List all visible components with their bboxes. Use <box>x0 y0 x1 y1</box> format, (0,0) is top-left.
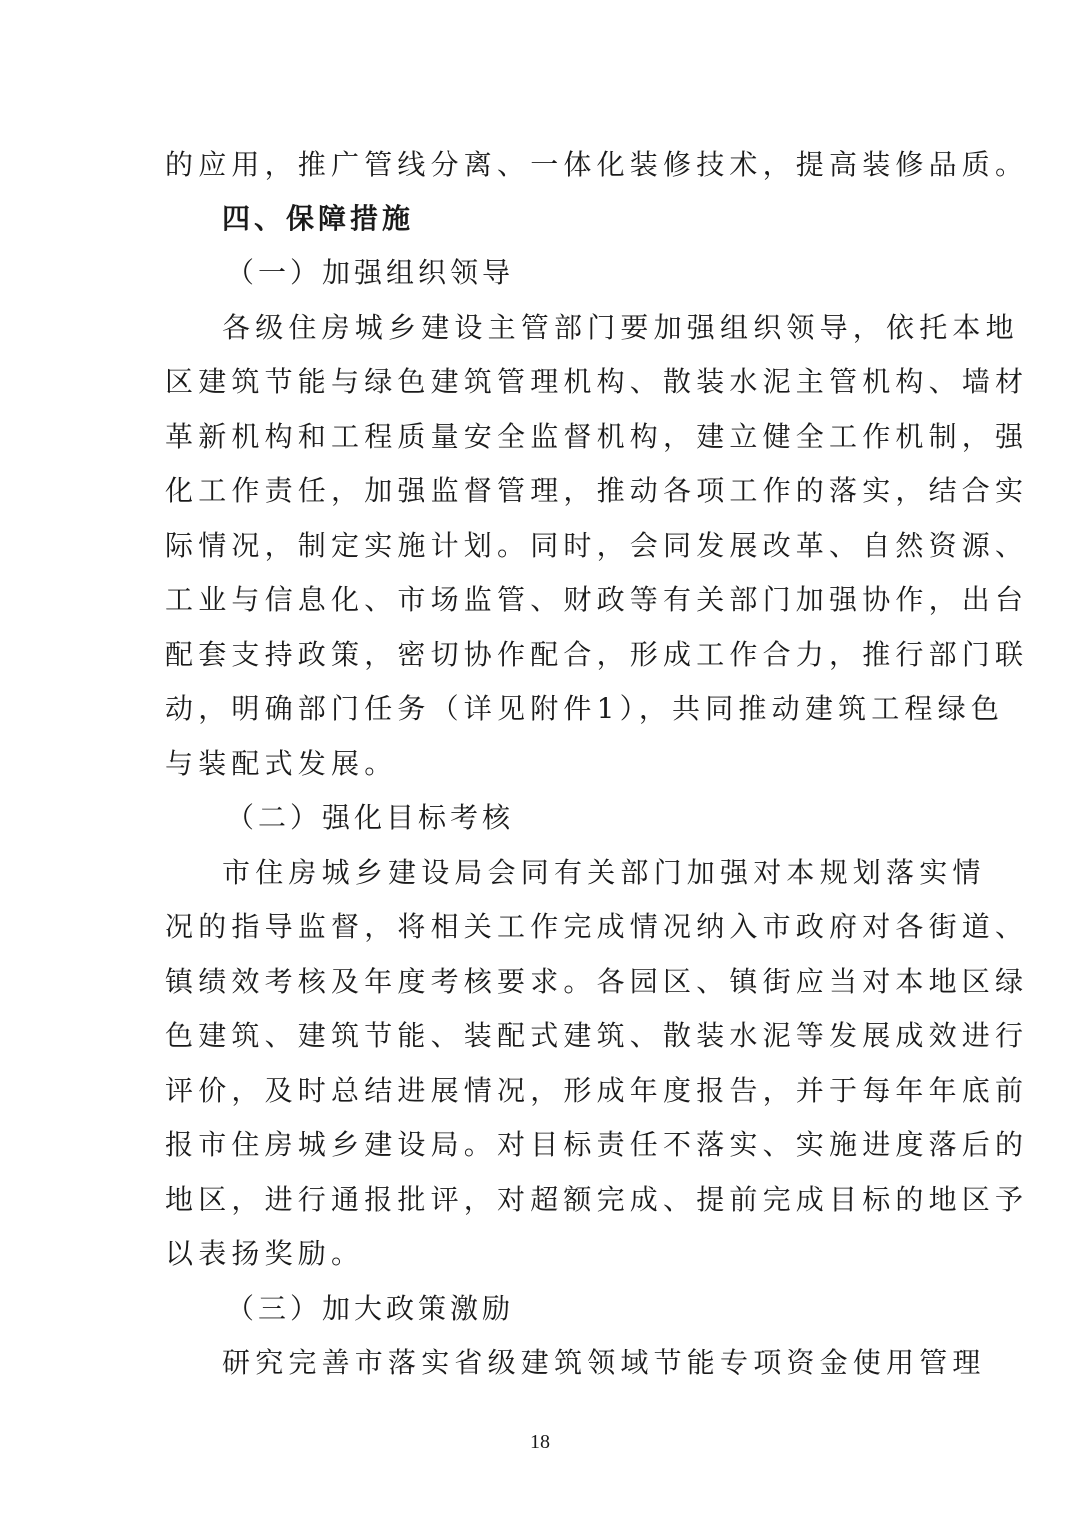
paragraph-2-line-3: 镇绩效考核及年度考核要求。各园区、镇街应当对本地区绿 <box>165 965 1029 998</box>
paragraph-1-line-3: 革新机构和工程质量安全监督机构，建立健全工作机制，强 <box>165 420 1029 453</box>
subsection-heading-1: （一）加强组织领导 <box>226 256 515 289</box>
page-number: 18 <box>530 1431 550 1453</box>
paragraph-2-line-7: 地区，进行通报批评，对超额完成、提前完成目标的地区予 <box>165 1183 1029 1216</box>
section-heading: 四、保障措施 <box>222 202 415 235</box>
paragraph-2-line-5: 评价，及时总结进展情况，形成年度报告，并于每年年底前 <box>165 1074 1029 1107</box>
paragraph-1-line-6: 工业与信息化、市场监管、财政等有关部门加强协作，出台 <box>165 583 1029 616</box>
paragraph-3-line-1: 研究完善市落实省级建筑领域节能专项资金使用管理 <box>222 1346 986 1379</box>
paragraph-1-line-2: 区建筑节能与绿色建筑管理机构、散装水泥主管机构、墙材 <box>165 365 1029 398</box>
paragraph-1-line-9: 与装配式发展。 <box>165 747 398 780</box>
paragraph-2-line-4: 色建筑、建筑节能、装配式建筑、散装水泥等发展成效进行 <box>165 1019 1029 1052</box>
paragraph-1-line-7: 配套支持政策，密切协作配合，形成工作合力，推行部门联 <box>165 638 1029 671</box>
paragraph-1-line-5: 际情况，制定实施计划。同时，会同发展改革、自然资源、 <box>165 529 1029 562</box>
paragraph-2-line-6: 报市住房城乡建设局。对目标责任不落实、实施进度落后的 <box>165 1128 1029 1161</box>
paragraph-1-line-8: 动，明确部门任务（详见附件1），共同推动建筑工程绿色 <box>165 692 1005 725</box>
paragraph-1-line-4: 化工作责任，加强监督管理，推动各项工作的落实，结合实 <box>165 474 1029 507</box>
subsection-heading-3: （三）加大政策激励 <box>226 1292 515 1325</box>
paragraph-1-line-1: 各级住房城乡建设主管部门要加强组织领导，依托本地 <box>222 311 1019 344</box>
paragraph-2-line-2: 况的指导监督，将相关工作完成情况纳入市政府对各街道、 <box>165 910 1029 943</box>
paragraph-continuation-line: 的应用，推广管线分离、一体化装修技术，提高装修品质。 <box>165 148 1029 181</box>
paragraph-2-line-1: 市住房城乡建设局会同有关部门加强对本规划落实情 <box>222 856 986 889</box>
subsection-heading-2: （二）强化目标考核 <box>226 801 515 834</box>
paragraph-2-line-8: 以表扬奖励。 <box>165 1237 365 1270</box>
